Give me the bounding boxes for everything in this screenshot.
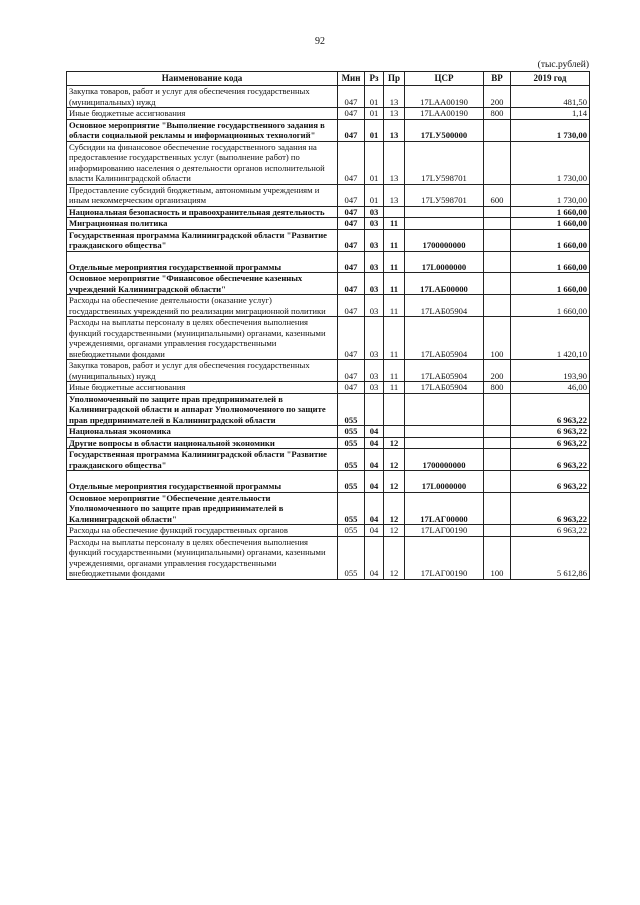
cell-vr (484, 481, 511, 492)
cell-amount: 481,50 (511, 86, 590, 108)
cell-csr (405, 393, 484, 426)
cell-csr: 17LАБ05904 (405, 360, 484, 382)
cell-csr: 17L0000000 (405, 262, 484, 273)
cell-name: Закупка товаров, работ и услуг для обеспечения государственных (муниципальных) нужд (67, 360, 338, 382)
cell-rz: 03 (365, 229, 384, 251)
spacer-cell (365, 251, 384, 262)
cell-pr: 12 (384, 449, 405, 471)
cell-rz: 04 (365, 437, 384, 449)
cell-amount: 5 612,86 (511, 536, 590, 579)
header-min: Мин (338, 72, 365, 86)
cell-csr: 1700000000 (405, 449, 484, 471)
cell-csr: 17LАГ00000 (405, 492, 484, 525)
cell-csr: 17LАГ00190 (405, 536, 484, 579)
cell-csr: 1700000000 (405, 229, 484, 251)
budget-table (66, 71, 590, 580)
cell-amount: 193,90 (511, 360, 590, 382)
cell-min: 047 (338, 295, 365, 317)
table-row (67, 525, 590, 537)
cell-min: 047 (338, 262, 365, 273)
cell-name: Расходы на выплаты персоналу в целях обеспечения выполнения функций государственными (муниципальными) органами, казенными учреждениями, органами управления государственными внебюджетными фондами (67, 536, 338, 579)
header-pr: Пр (384, 72, 405, 86)
cell-min: 055 (338, 536, 365, 579)
cell-csr (405, 426, 484, 438)
cell-name: Национальная безопасность и правоохранительная деятельность (67, 206, 338, 218)
cell-name: Основное мероприятие "Финансовое обеспечение казенных учреждений Калининградской области" (67, 273, 338, 295)
cell-min: 047 (338, 119, 365, 141)
spacer-cell (67, 471, 338, 482)
spacer-row (67, 251, 590, 262)
cell-vr (484, 449, 511, 471)
cell-amount: 6 963,22 (511, 492, 590, 525)
cell-min: 047 (338, 184, 365, 206)
cell-pr: 12 (384, 437, 405, 449)
cell-name: Расходы на выплаты персоналу в целях обеспечения выполнения функций государственными (муниципальными) органами, казенными учреждениями, органами управления государственными внебюджетными фондами (67, 317, 338, 360)
table-row (67, 481, 590, 492)
cell-vr (484, 229, 511, 251)
cell-pr (384, 206, 405, 218)
cell-pr: 13 (384, 119, 405, 141)
cell-pr: 11 (384, 218, 405, 230)
cell-vr (484, 393, 511, 426)
cell-vr: 100 (484, 317, 511, 360)
page-number: 92 (315, 36, 325, 47)
cell-min: 047 (338, 317, 365, 360)
cell-min: 047 (338, 229, 365, 251)
cell-min: 047 (338, 382, 365, 394)
cell-amount: 6 963,22 (511, 481, 590, 492)
spacer-cell (511, 251, 590, 262)
cell-min: 055 (338, 492, 365, 525)
header-rz: Рз (365, 72, 384, 86)
cell-rz: 04 (365, 449, 384, 471)
table-row (67, 108, 590, 120)
spacer-cell (511, 471, 590, 482)
cell-amount: 6 963,22 (511, 525, 590, 537)
table-row (67, 273, 590, 295)
cell-vr (484, 295, 511, 317)
cell-vr (484, 119, 511, 141)
cell-pr: 12 (384, 525, 405, 537)
cell-pr: 12 (384, 481, 405, 492)
units-label: (тыс.рублей) (537, 60, 589, 70)
cell-rz: 03 (365, 295, 384, 317)
cell-amount: 6 963,22 (511, 426, 590, 438)
spacer-cell (405, 471, 484, 482)
table-row (67, 262, 590, 273)
cell-name: Отдельные мероприятия государственной программы (67, 262, 338, 273)
cell-rz: 01 (365, 141, 384, 184)
cell-rz: 01 (365, 108, 384, 120)
table-row (67, 184, 590, 206)
cell-csr: 17LУ500000 (405, 119, 484, 141)
cell-vr (484, 141, 511, 184)
spacer-row (67, 471, 590, 482)
cell-pr: 11 (384, 273, 405, 295)
cell-csr (405, 218, 484, 230)
cell-csr: 17LАБ00000 (405, 273, 484, 295)
cell-min: 055 (338, 437, 365, 449)
table-row (67, 206, 590, 218)
table-row (67, 492, 590, 525)
cell-name: Уполномоченный по защите прав предпринимателей в Калининградской области и аппарат Уполномоченного по защите прав предпринимателей в Калининградской области (67, 393, 338, 426)
cell-name: Предоставление субсидий бюджетным, автономным учреждениям и иным некоммерческим организациям (67, 184, 338, 206)
cell-pr: 11 (384, 262, 405, 273)
cell-rz: 01 (365, 86, 384, 108)
cell-amount: 6 963,22 (511, 393, 590, 426)
spacer-cell (484, 471, 511, 482)
table-row (67, 382, 590, 394)
cell-csr: 17LУ598701 (405, 184, 484, 206)
cell-rz: 04 (365, 481, 384, 492)
cell-csr: 17LАБ05904 (405, 295, 484, 317)
cell-rz: 01 (365, 119, 384, 141)
cell-csr: 17L0000000 (405, 481, 484, 492)
cell-amount: 1 660,00 (511, 206, 590, 218)
cell-amount: 1 420,10 (511, 317, 590, 360)
cell-vr: 100 (484, 536, 511, 579)
cell-rz: 04 (365, 426, 384, 438)
cell-min: 055 (338, 426, 365, 438)
cell-vr (484, 218, 511, 230)
cell-min: 055 (338, 481, 365, 492)
cell-min: 055 (338, 525, 365, 537)
spacer-cell (484, 251, 511, 262)
cell-rz (365, 393, 384, 426)
cell-rz: 03 (365, 382, 384, 394)
cell-name: Иные бюджетные ассигнования (67, 382, 338, 394)
cell-csr: 17LАБ05904 (405, 382, 484, 394)
cell-rz: 03 (365, 273, 384, 295)
cell-min: 047 (338, 86, 365, 108)
cell-vr: 600 (484, 184, 511, 206)
table-row (67, 86, 590, 108)
cell-vr (484, 273, 511, 295)
cell-rz: 03 (365, 317, 384, 360)
header-csr: ЦСР (405, 72, 484, 86)
cell-name: Расходы на обеспечение деятельности (оказание услуг) государственных учреждений по реализации миграционной политики (67, 295, 338, 317)
cell-vr (484, 206, 511, 218)
table-body (67, 86, 590, 580)
cell-amount: 1,14 (511, 108, 590, 120)
cell-vr: 800 (484, 382, 511, 394)
spacer-cell (338, 471, 365, 482)
cell-amount: 1 730,00 (511, 184, 590, 206)
cell-min: 055 (338, 449, 365, 471)
table-row (67, 360, 590, 382)
cell-name: Иные бюджетные ассигнования (67, 108, 338, 120)
cell-rz: 03 (365, 206, 384, 218)
cell-name: Закупка товаров, работ и услуг для обеспечения государственных (муниципальных) нужд (67, 86, 338, 108)
cell-amount: 1 660,00 (511, 273, 590, 295)
cell-amount: 6 963,22 (511, 437, 590, 449)
cell-pr (384, 393, 405, 426)
cell-rz: 01 (365, 184, 384, 206)
cell-amount: 1 730,00 (511, 141, 590, 184)
cell-name: Национальная экономика (67, 426, 338, 438)
table-row (67, 449, 590, 471)
cell-rz: 03 (365, 218, 384, 230)
cell-vr (484, 426, 511, 438)
cell-name: Расходы на обеспечение функций государственных органов (67, 525, 338, 537)
cell-amount: 1 660,00 (511, 229, 590, 251)
cell-csr: 17LАГ00190 (405, 525, 484, 537)
cell-csr: 17LАБ05904 (405, 317, 484, 360)
cell-amount: 1 660,00 (511, 218, 590, 230)
cell-min: 047 (338, 206, 365, 218)
cell-rz: 04 (365, 492, 384, 525)
table-row (67, 437, 590, 449)
spacer-cell (384, 471, 405, 482)
cell-pr: 12 (384, 492, 405, 525)
cell-name: Государственная программа Калининградской области "Развитие гражданского общества" (67, 449, 338, 471)
cell-name: Отдельные мероприятия государственной программы (67, 481, 338, 492)
header-year: 2019 год (511, 72, 590, 86)
cell-amount: 6 963,22 (511, 449, 590, 471)
cell-pr: 11 (384, 295, 405, 317)
cell-pr: 11 (384, 360, 405, 382)
table-row (67, 141, 590, 184)
table-row (67, 218, 590, 230)
spacer-cell (365, 471, 384, 482)
cell-csr: 17LУ598701 (405, 141, 484, 184)
cell-pr: 12 (384, 536, 405, 579)
cell-vr (484, 525, 511, 537)
cell-rz: 04 (365, 525, 384, 537)
cell-rz: 03 (365, 360, 384, 382)
cell-vr: 200 (484, 86, 511, 108)
cell-min: 055 (338, 393, 365, 426)
cell-amount: 1 660,00 (511, 295, 590, 317)
spacer-cell (384, 251, 405, 262)
cell-rz: 04 (365, 536, 384, 579)
cell-rz: 03 (365, 262, 384, 273)
table-row (67, 426, 590, 438)
cell-min: 047 (338, 360, 365, 382)
cell-vr (484, 262, 511, 273)
cell-name: Основное мероприятие "Выполнение государственного задания в области социальной рекламы и информационных технологий" (67, 119, 338, 141)
table-row (67, 119, 590, 141)
cell-pr: 11 (384, 229, 405, 251)
cell-vr: 200 (484, 360, 511, 382)
cell-pr: 13 (384, 184, 405, 206)
spacer-cell (338, 251, 365, 262)
cell-pr: 13 (384, 108, 405, 120)
spacer-cell (67, 251, 338, 262)
table-row (67, 229, 590, 251)
cell-name: Государственная программа Калининградской области "Развитие гражданского общества" (67, 229, 338, 251)
cell-name: Субсидии на финансовое обеспечение государственного задания на предоставление государственных услуг (выполнение работ) по информированию населения о деятельности органов исполнительной власти Калининградской области (67, 141, 338, 184)
cell-amount: 1 730,00 (511, 119, 590, 141)
cell-amount: 46,00 (511, 382, 590, 394)
cell-csr: 17LАА00190 (405, 108, 484, 120)
header-vr: ВР (484, 72, 511, 86)
cell-vr: 800 (484, 108, 511, 120)
cell-csr: 17LАА00190 (405, 86, 484, 108)
cell-min: 047 (338, 273, 365, 295)
table-row (67, 536, 590, 579)
cell-name: Миграционная политика (67, 218, 338, 230)
cell-min: 047 (338, 218, 365, 230)
cell-pr (384, 426, 405, 438)
table-row (67, 317, 590, 360)
cell-vr (484, 437, 511, 449)
cell-pr: 11 (384, 317, 405, 360)
header-row (67, 72, 590, 86)
spacer-cell (405, 251, 484, 262)
cell-min: 047 (338, 141, 365, 184)
cell-amount: 1 660,00 (511, 262, 590, 273)
cell-min: 047 (338, 108, 365, 120)
cell-name: Основное мероприятие "Обеспечение деятельности Уполномоченного по защите прав предпринимателей в Калининградской области" (67, 492, 338, 525)
cell-pr: 13 (384, 86, 405, 108)
cell-csr (405, 206, 484, 218)
cell-csr (405, 437, 484, 449)
cell-vr (484, 492, 511, 525)
cell-name: Другие вопросы в области национальной экономики (67, 437, 338, 449)
cell-pr: 11 (384, 382, 405, 394)
table-row (67, 295, 590, 317)
cell-pr: 13 (384, 141, 405, 184)
table-row (67, 393, 590, 426)
header-name: Наименование кода (67, 72, 338, 86)
